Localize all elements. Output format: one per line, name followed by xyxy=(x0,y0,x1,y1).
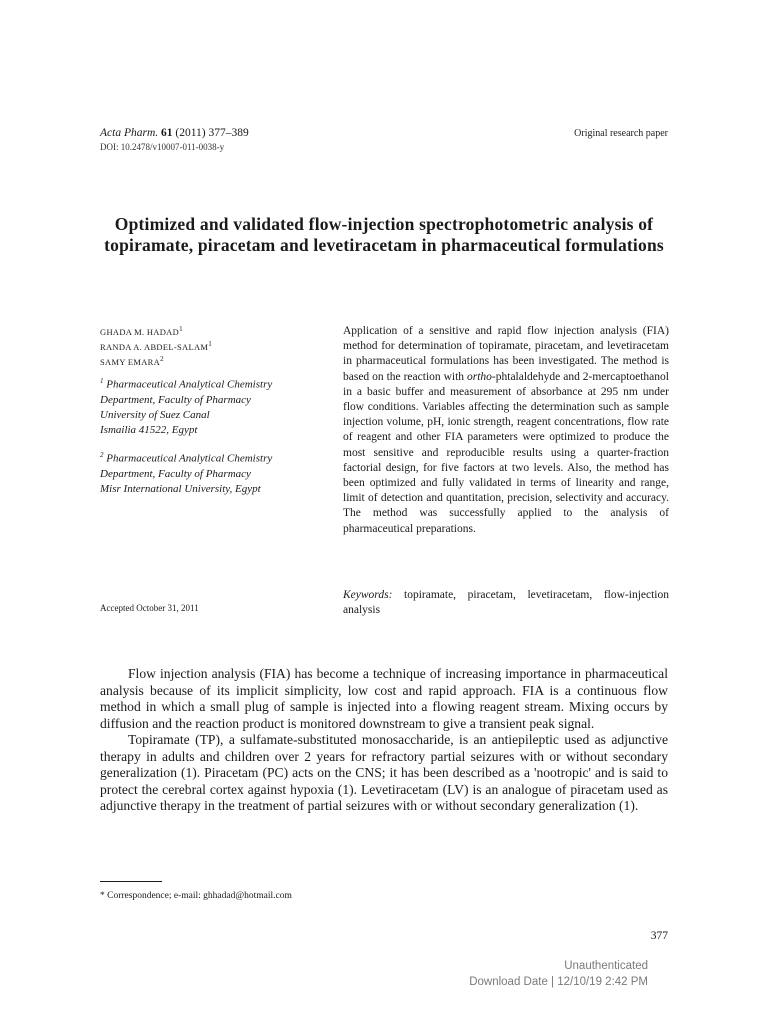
author: RANDA A. ABDEL-SALAM$^1$ xyxy=(100,339,213,352)
affiliation-2: $^2$ Pharmaceutical Analytical Chemistry Department, Faculty of Pharmacy Misr International University, Egypt xyxy=(100,451,273,495)
paper-title: Optimized and validated flow-injection spectrophotometric analysis of topiramate, piracetam and levetiracetam in pharmaceutical formulations xyxy=(104,214,664,255)
journal-name: Acta Pharm. xyxy=(100,127,159,139)
doi: DOI: 10.2478/v10007-011-0038-y xyxy=(100,142,225,152)
body-text xyxy=(100,666,668,815)
watermark-download-date: Download Date | 12/10/19 2:42 PM xyxy=(469,976,648,988)
journal-year-pages: (2011) 377–389 xyxy=(175,127,249,139)
author: SAMY EMARA$^2$ xyxy=(100,354,164,367)
keywords-label: Keywords: xyxy=(343,589,393,601)
watermark-status: Unauthenticated xyxy=(564,960,648,972)
paragraph: Flow injection analysis (FIA) has become a technique of increasing importance in pharmaceutical analysis because of its implicit simplicity, low cost and rapid approach. FIA is a continuous flow method in which a small plug of sample is injected into a flowing reagent stream. Mixing occurs by diffusion and the reaction product is monitored downstream to give a transient peak signal. xyxy=(100,666,668,731)
keywords-text: topiramate, piracetam, levetiracetam, flow-injection analysis xyxy=(343,589,669,617)
footnote-rule xyxy=(100,881,162,882)
abstract: Application of a sensitive and rapid flow injection analysis (FIA) method for determination of topiramate, piracetam, and levetiracetam in pharmaceutical formulations has been investigated. The method is based on the reaction with ortho-phtalaldehyde and 2-mercaptoethanol in a basic buffer and measurement of absorbance at 295 nm under flow conditions. Variables affecting the determination such as sample injection volume, pH, ionic strength, reagent concentrations, flow rate of reagent and other FIA parameters were optimized to produce the most sensitive and reproducible results using a quarter-fraction factorial design, for five factors at two levels. Also, the method has been optimized and fully validated in terms of linearity and range, limit of detection and quantitation, precision, selectivity and accuracy. The method was successfully applied to the analysis of pharmaceutical preparations. xyxy=(343,325,669,535)
author-list xyxy=(100,323,212,367)
journal-citation xyxy=(100,127,249,139)
paper-type: Original research paper xyxy=(574,128,668,139)
page-number: 377 xyxy=(650,930,668,942)
author: GHADA M. HADAD$^1$ xyxy=(100,325,183,337)
footnote: * Correspondence; e-mail: ghhadad@hotmail.com xyxy=(100,891,292,901)
accepted-date: Accepted October 31, 2011 xyxy=(100,603,199,613)
affiliation-1: $^1$ Pharmaceutical Analytical Chemistry Department, Faculty of Pharmacy University of Suez Canal Ismailia 41522, Egypt xyxy=(100,377,273,436)
keywords xyxy=(343,588,669,618)
paragraph: Topiramate (TP), a sulfamate-substituted monosaccharide, is an antiepileptic used as adjunctive therapy in adults and children over 2 years for refractory partial seizures with or without secondary generalization (1). Piracetam (PC) acts on the CNS; it has been described as a 'nootropic' and is said to protect the cerebral cortex against hypoxia (1). Levetiracetam (LV) is an analogue of piracetam used as adjunctive therapy in the treatment of partial seizures with or without secondary generalization (1). xyxy=(100,732,668,813)
journal-volume: 61 xyxy=(161,127,173,139)
